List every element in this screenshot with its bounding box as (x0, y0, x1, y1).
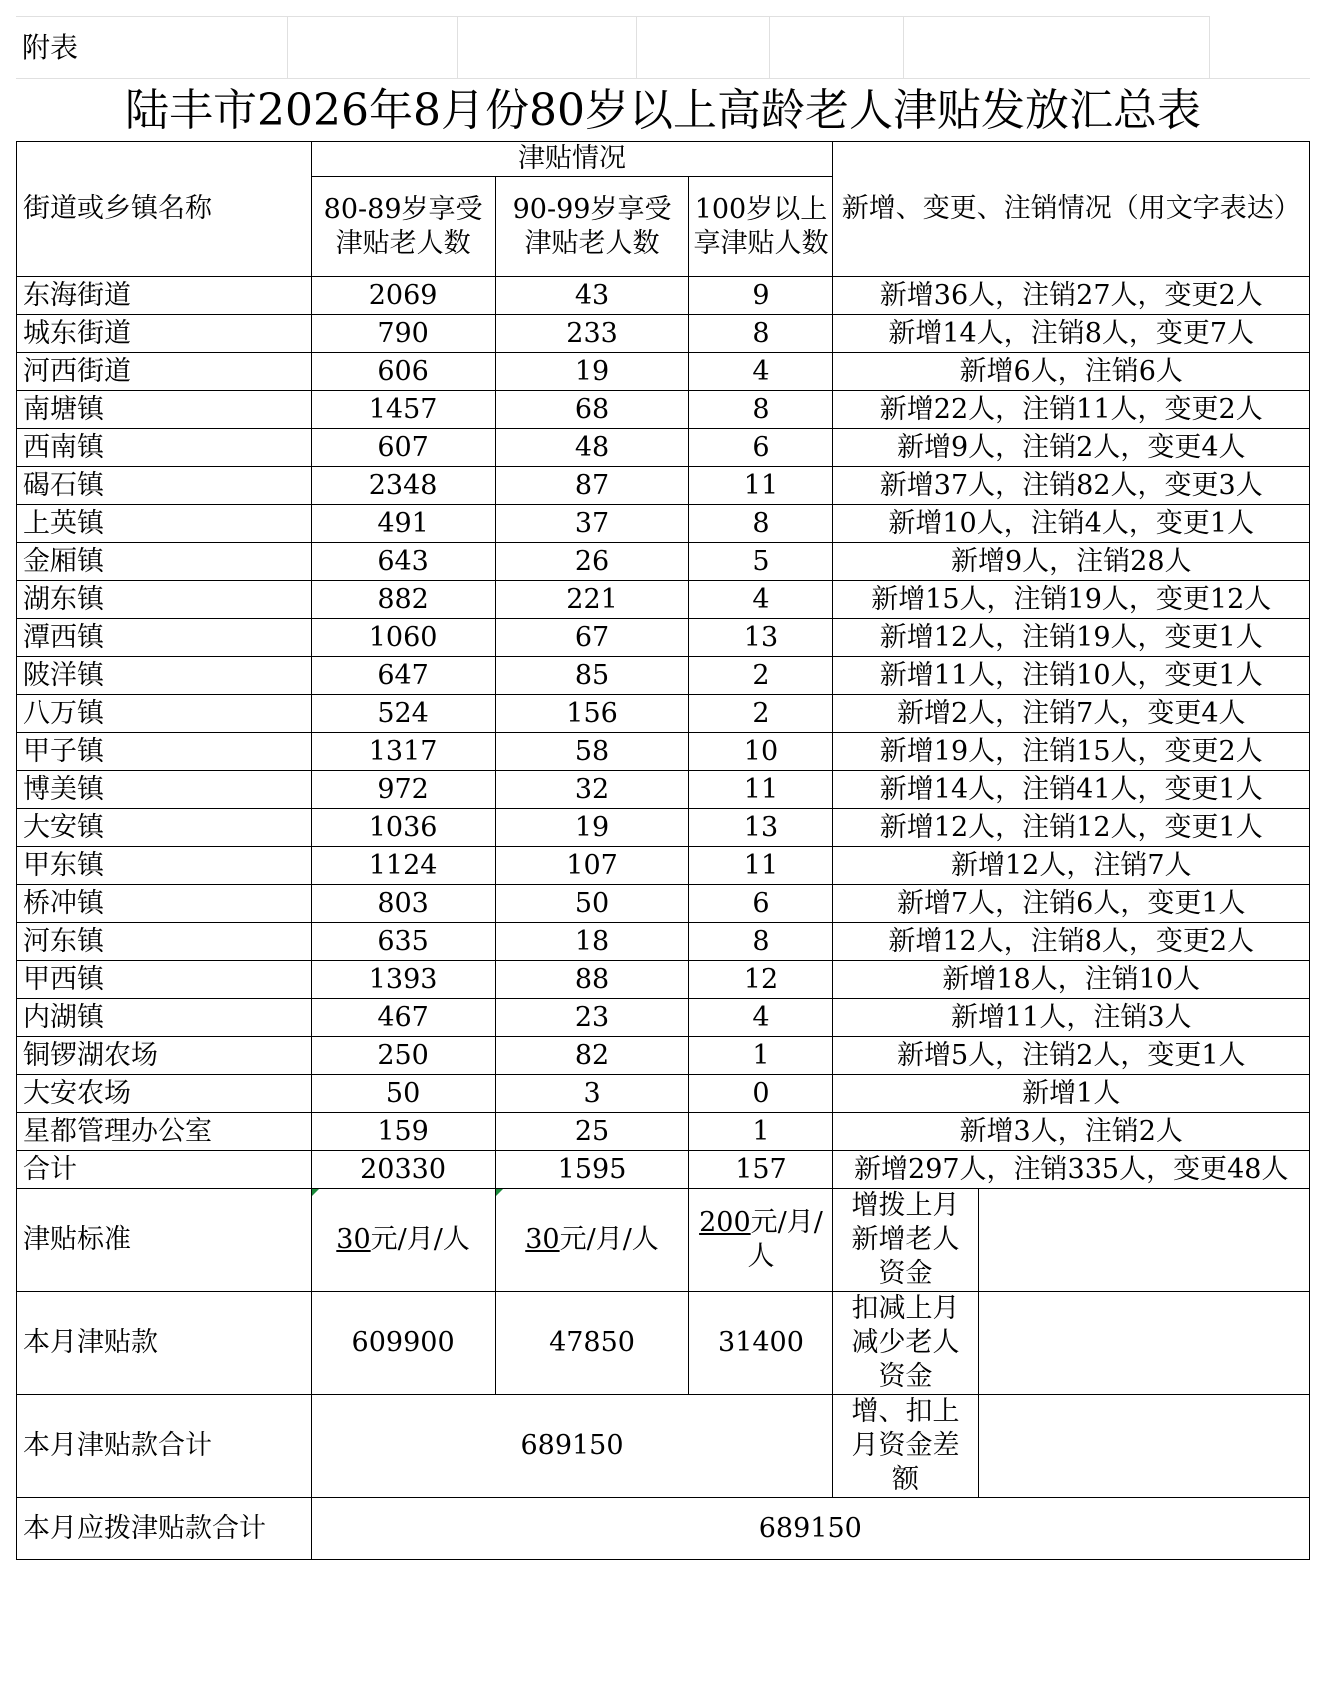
standard-row (17, 1189, 1310, 1292)
change-note[interactable]: 新增37人，注销82人，变更3人 (833, 467, 1310, 505)
monthly-row (17, 1292, 1310, 1395)
count-80-89[interactable]: 607 (311, 429, 495, 467)
total-100[interactable]: 157 (689, 1151, 833, 1189)
standard-90-99-amount: 30 (525, 1224, 560, 1255)
table-row (17, 1113, 1310, 1151)
table-row (17, 581, 1310, 619)
table-row (17, 429, 1310, 467)
monthly-100[interactable]: 31400 (689, 1292, 833, 1395)
standard-80-89-amount: 30 (336, 1224, 371, 1255)
count-100[interactable]: 8 (689, 923, 833, 961)
count-100[interactable]: 2 (689, 695, 833, 733)
district-name[interactable]: 甲西镇 (17, 961, 312, 999)
count-80-89[interactable]: 2348 (311, 467, 495, 505)
district-name[interactable]: 铜锣湖农场 (17, 1037, 312, 1075)
count-100[interactable]: 4 (689, 581, 833, 619)
district-name[interactable]: 八万镇 (17, 695, 312, 733)
district-name[interactable]: 博美镇 (17, 771, 312, 809)
table-row (17, 657, 1310, 695)
count-90-99[interactable]: 221 (495, 581, 689, 619)
total-80-89[interactable]: 20330 (311, 1151, 495, 1189)
table-row (17, 353, 1310, 391)
count-100[interactable]: 5 (689, 543, 833, 581)
table-row (17, 771, 1310, 809)
data-rows (17, 277, 1310, 1151)
count-90-99[interactable]: 107 (495, 847, 689, 885)
count-90-99[interactable]: 25 (495, 1113, 689, 1151)
count-100[interactable]: 13 (689, 619, 833, 657)
standard-80-89-unit: 元/月/人 (370, 1224, 470, 1255)
district-name[interactable]: 内湖镇 (17, 999, 312, 1037)
count-100[interactable]: 13 (689, 809, 833, 847)
district-name[interactable]: 西南镇 (17, 429, 312, 467)
district-name[interactable]: 潭西镇 (17, 619, 312, 657)
change-note[interactable]: 新增36人，注销27人，变更2人 (833, 277, 1310, 315)
count-100[interactable]: 6 (689, 885, 833, 923)
district-name[interactable]: 甲东镇 (17, 847, 312, 885)
table-title[interactable]: 陆丰市2026年8月份80岁以上高龄老人津贴发放汇总表 (16, 78, 1310, 141)
count-90-99[interactable]: 19 (495, 353, 689, 391)
count-80-89[interactable]: 467 (311, 999, 495, 1037)
empty-cell[interactable] (288, 16, 458, 78)
standard-side-value[interactable] (978, 1189, 1309, 1292)
table-row (17, 505, 1310, 543)
count-90-99[interactable]: 32 (495, 771, 689, 809)
count-90-99[interactable]: 23 (495, 999, 689, 1037)
count-90-99[interactable]: 67 (495, 619, 689, 657)
district-name[interactable]: 城东街道 (17, 315, 312, 353)
standard-90-99[interactable] (495, 1189, 689, 1292)
payable-total-row (17, 1498, 1310, 1560)
table-row (17, 277, 1310, 315)
standard-80-89[interactable] (311, 1189, 495, 1292)
district-name[interactable]: 河东镇 (17, 923, 312, 961)
district-name[interactable]: 河西街道 (17, 353, 312, 391)
payable-total-label[interactable]: 本月应拨津贴款合计 (17, 1498, 312, 1560)
district-name[interactable]: 陂洋镇 (17, 657, 312, 695)
header-90-99[interactable]: 90-99岁享受津贴老人数 (495, 177, 689, 277)
total-row (17, 1151, 1310, 1189)
monthly-total-value[interactable]: 689150 (311, 1395, 833, 1498)
count-80-89[interactable]: 647 (311, 657, 495, 695)
monthly-side-label[interactable]: 扣减上月减少老人资金 (833, 1292, 978, 1395)
header-changes[interactable]: 新增、变更、注销情况（用文字表达） (833, 142, 1310, 277)
count-100[interactable]: 6 (689, 429, 833, 467)
count-80-89[interactable]: 1060 (311, 619, 495, 657)
change-note[interactable]: 新增12人，注销8人，变更2人 (833, 923, 1310, 961)
count-100[interactable]: 1 (689, 1037, 833, 1075)
monthly-80-89[interactable]: 609900 (311, 1292, 495, 1395)
count-100[interactable]: 8 (689, 391, 833, 429)
count-80-89[interactable]: 250 (311, 1037, 495, 1075)
empty-cell[interactable] (904, 16, 1210, 78)
count-90-99[interactable]: 88 (495, 961, 689, 999)
district-name[interactable]: 桥冲镇 (17, 885, 312, 923)
change-note[interactable]: 新增14人，注销41人，变更1人 (833, 771, 1310, 809)
count-80-89[interactable]: 524 (311, 695, 495, 733)
count-90-99[interactable]: 82 (495, 1037, 689, 1075)
table-row (17, 467, 1310, 505)
header-name[interactable]: 街道或乡镇名称 (17, 142, 312, 277)
spreadsheet (16, 16, 1310, 1560)
count-90-99[interactable]: 50 (495, 885, 689, 923)
change-note[interactable]: 新增19人，注销15人，变更2人 (833, 733, 1310, 771)
district-name[interactable]: 湖东镇 (17, 581, 312, 619)
district-name[interactable]: 碣石镇 (17, 467, 312, 505)
table-row (17, 961, 1310, 999)
table-row (17, 391, 1310, 429)
count-100[interactable]: 10 (689, 733, 833, 771)
count-80-89[interactable]: 50 (311, 1075, 495, 1113)
count-100[interactable]: 2 (689, 657, 833, 695)
change-note[interactable]: 新增12人，注销12人，变更1人 (833, 809, 1310, 847)
district-name[interactable]: 大安镇 (17, 809, 312, 847)
count-80-89[interactable]: 1457 (311, 391, 495, 429)
count-90-99[interactable]: 48 (495, 429, 689, 467)
change-note[interactable]: 新增15人，注销19人，变更12人 (833, 581, 1310, 619)
table-row (17, 315, 1310, 353)
standard-100[interactable] (689, 1189, 833, 1292)
count-80-89[interactable]: 491 (311, 505, 495, 543)
empty-cell[interactable] (637, 16, 770, 78)
count-90-99[interactable]: 233 (495, 315, 689, 353)
count-90-99[interactable]: 85 (495, 657, 689, 695)
count-90-99[interactable]: 58 (495, 733, 689, 771)
count-90-99[interactable]: 18 (495, 923, 689, 961)
monthly-total-side-label[interactable]: 增、扣上月资金差额 (833, 1395, 978, 1498)
count-80-89[interactable]: 803 (311, 885, 495, 923)
change-note[interactable]: 新增7人，注销6人，变更1人 (833, 885, 1310, 923)
table-row (17, 1037, 1310, 1075)
header-100[interactable]: 100岁以上享津贴人数 (689, 177, 833, 277)
count-80-89[interactable]: 882 (311, 581, 495, 619)
change-note[interactable]: 新增14人，注销8人，变更7人 (833, 315, 1310, 353)
monthly-90-99[interactable]: 47850 (495, 1292, 689, 1395)
change-note[interactable]: 新增12人，注销19人，变更1人 (833, 619, 1310, 657)
count-80-89[interactable]: 2069 (311, 277, 495, 315)
count-90-99[interactable]: 26 (495, 543, 689, 581)
header-group[interactable]: 津贴情况 (311, 142, 833, 177)
count-100[interactable]: 1 (689, 1113, 833, 1151)
monthly-side-value[interactable] (978, 1292, 1309, 1395)
header-row (17, 142, 1310, 177)
count-90-99[interactable]: 68 (495, 391, 689, 429)
table-row (17, 1075, 1310, 1113)
standard-100-unit: 元/月/人 (747, 1207, 823, 1272)
count-100[interactable]: 11 (689, 467, 833, 505)
change-note[interactable]: 新增11人，注销10人，变更1人 (833, 657, 1310, 695)
table-row (17, 847, 1310, 885)
change-note[interactable]: 新增22人，注销11人，变更2人 (833, 391, 1310, 429)
change-note[interactable]: 新增5人，注销2人，变更1人 (833, 1037, 1310, 1075)
header-80-89[interactable]: 80-89岁享受津贴老人数 (311, 177, 495, 277)
count-80-89[interactable]: 972 (311, 771, 495, 809)
count-90-99[interactable]: 37 (495, 505, 689, 543)
count-80-89[interactable]: 1393 (311, 961, 495, 999)
count-100[interactable]: 4 (689, 353, 833, 391)
table-row (17, 999, 1310, 1037)
monthly-total-label[interactable]: 本月津贴款合计 (17, 1395, 312, 1498)
change-note[interactable]: 新增12人，注销7人 (833, 847, 1310, 885)
count-80-89[interactable]: 790 (311, 315, 495, 353)
table-row (17, 809, 1310, 847)
annex-label[interactable]: 附表 (16, 16, 288, 78)
count-100[interactable]: 8 (689, 315, 833, 353)
district-name[interactable]: 南塘镇 (17, 391, 312, 429)
monthly-total-row (17, 1395, 1310, 1498)
count-100[interactable]: 9 (689, 277, 833, 315)
count-90-99[interactable]: 156 (495, 695, 689, 733)
standard-100-amount: 200 (699, 1207, 751, 1238)
count-80-89[interactable]: 1317 (311, 733, 495, 771)
annex-row (16, 16, 1310, 78)
count-80-89[interactable]: 1036 (311, 809, 495, 847)
change-note[interactable]: 新增9人，注销28人 (833, 543, 1310, 581)
district-name[interactable]: 东海街道 (17, 277, 312, 315)
count-100[interactable]: 11 (689, 847, 833, 885)
change-note[interactable]: 新增6人，注销6人 (833, 353, 1310, 391)
count-80-89[interactable]: 643 (311, 543, 495, 581)
table-row (17, 923, 1310, 961)
change-note[interactable]: 新增2人，注销7人，变更4人 (833, 695, 1310, 733)
district-name[interactable]: 星都管理办公室 (17, 1113, 312, 1151)
count-90-99[interactable]: 43 (495, 277, 689, 315)
district-name[interactable]: 甲子镇 (17, 733, 312, 771)
allowance-table (16, 141, 1310, 1560)
count-80-89[interactable]: 606 (311, 353, 495, 391)
payable-total-value[interactable]: 689150 (311, 1498, 1309, 1560)
district-name[interactable]: 大安农场 (17, 1075, 312, 1113)
count-100[interactable]: 4 (689, 999, 833, 1037)
monthly-label[interactable]: 本月津贴款 (17, 1292, 312, 1395)
change-note[interactable]: 新增1人 (833, 1075, 1310, 1113)
count-80-89[interactable]: 635 (311, 923, 495, 961)
total-label[interactable]: 合计 (17, 1151, 312, 1189)
total-90-99[interactable]: 1595 (495, 1151, 689, 1189)
table-row (17, 733, 1310, 771)
district-name[interactable]: 金厢镇 (17, 543, 312, 581)
table-row (17, 619, 1310, 657)
standard-side-label[interactable]: 增拨上月新增老人资金 (833, 1189, 978, 1292)
change-note[interactable]: 新增10人，注销4人，变更1人 (833, 505, 1310, 543)
change-note[interactable]: 新增11人，注销3人 (833, 999, 1310, 1037)
count-80-89[interactable]: 1124 (311, 847, 495, 885)
change-note[interactable]: 新增3人，注销2人 (833, 1113, 1310, 1151)
count-90-99[interactable]: 19 (495, 809, 689, 847)
count-90-99[interactable]: 3 (495, 1075, 689, 1113)
monthly-total-side-value[interactable] (978, 1395, 1309, 1498)
empty-cell[interactable] (770, 16, 904, 78)
change-note[interactable]: 新增18人，注销10人 (833, 961, 1310, 999)
table-row (17, 885, 1310, 923)
empty-cell[interactable] (458, 16, 637, 78)
count-80-89[interactable]: 159 (311, 1113, 495, 1151)
district-name[interactable]: 上英镇 (17, 505, 312, 543)
count-90-99[interactable]: 87 (495, 467, 689, 505)
table-row (17, 543, 1310, 581)
standard-label[interactable]: 津贴标准 (17, 1189, 312, 1292)
count-100[interactable]: 11 (689, 771, 833, 809)
total-changes[interactable]: 新增297人，注销335人，变更48人 (833, 1151, 1310, 1189)
count-100[interactable]: 8 (689, 505, 833, 543)
change-note[interactable]: 新增9人，注销2人，变更4人 (833, 429, 1310, 467)
table-row (17, 695, 1310, 733)
standard-90-99-unit: 元/月/人 (559, 1224, 659, 1255)
count-100[interactable]: 0 (689, 1075, 833, 1113)
count-100[interactable]: 12 (689, 961, 833, 999)
